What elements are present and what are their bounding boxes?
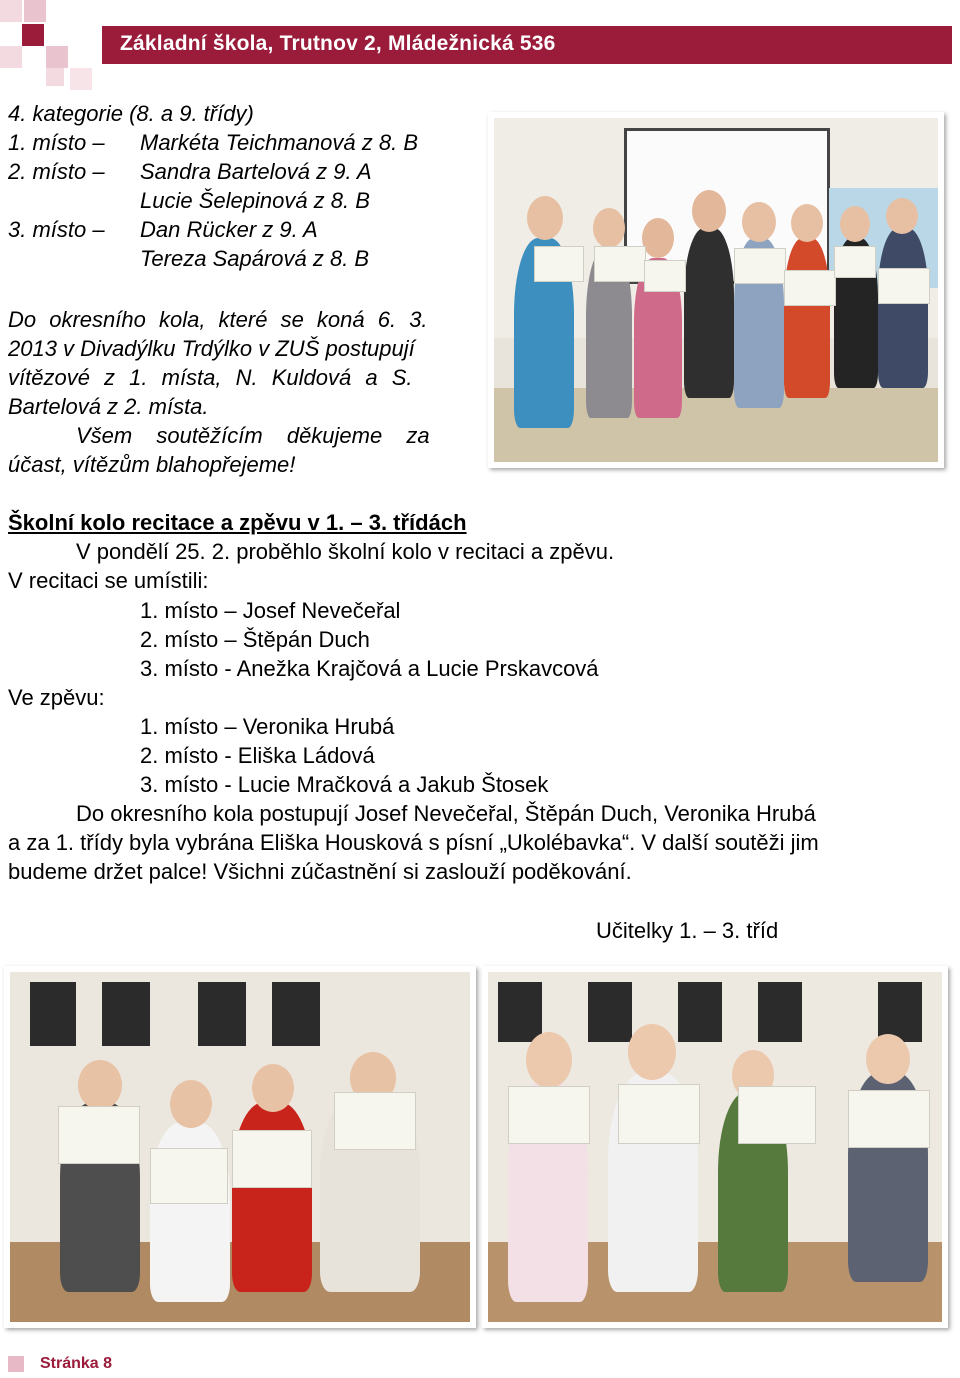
note-line-1: Do okresního kola, které se koná 6. 3. <box>8 307 428 332</box>
place-3-name-a: Dan Rücker z 9. A <box>140 217 318 242</box>
photo-singing-winners <box>482 966 948 1328</box>
place-2-label: 2. místo – <box>8 159 105 184</box>
category-title: 4. kategorie (8. a 9. třídy) <box>8 101 254 126</box>
note-line-4: Bartelová z 2. místa. <box>8 394 209 419</box>
recitation-intro: V pondělí 25. 2. proběhlo školní kolo v recitaci a zpěvu. <box>76 539 615 564</box>
closing-line-1: Do okresního kola postupují Josef Nevečeřal, Štěpán Duch, Veronika Hrubá <box>76 801 816 826</box>
footer-square <box>8 1356 24 1372</box>
recitace-3: 3. místo - Anežka Krajčová a Lucie Prskavcová <box>140 656 599 681</box>
place-1-name: Markéta Teichmanová z 8. B <box>140 130 418 155</box>
thanks-line-1: Všem soutěžícím děkujeme za <box>76 423 430 448</box>
thanks-line-2: účast, vítězům blahopřejeme! <box>8 452 296 477</box>
place-1-label: 1. místo – <box>8 130 105 155</box>
photo-winners-8-9 <box>488 112 944 468</box>
zpev-2: 2. místo - Eliška Ládová <box>140 743 375 768</box>
note-line-3: vítězové z 1. místa, N. Kuldová a S. <box>8 365 413 390</box>
recitace-1: 1. místo – Josef Nevečeřal <box>140 598 401 623</box>
zpev-1: 1. místo – Veronika Hrubá <box>140 714 395 739</box>
header-title: Základní škola, Trutnov 2, Mládežnická 536 <box>120 32 556 55</box>
signature: Učitelky 1. – 3. tříd <box>596 918 779 943</box>
place-3-name-b: Tereza Sapárová z 8. B <box>140 246 370 271</box>
recitace-2: 2. místo – Štěpán Duch <box>140 627 370 652</box>
page-number: Stránka 8 <box>40 1355 113 1372</box>
recitation-heading: Školní kolo recitace a zpěvu v 1. – 3. třídách <box>8 510 467 535</box>
zpev-label: Ve zpěvu: <box>8 685 105 710</box>
place-3-label: 3. místo – <box>8 217 105 242</box>
header-decoration <box>0 0 110 90</box>
note-line-2: 2013 v Divadýlku Trdýlko v ZUŠ postupují <box>8 336 415 361</box>
recitace-label: V recitaci se umístili: <box>8 568 209 593</box>
zpev-3: 3. místo - Lucie Mračková a Jakub Štosek <box>140 772 549 797</box>
place-2-name-a: Sandra Bartelová z 9. A <box>140 159 372 184</box>
photo-recitation-winners <box>4 966 476 1328</box>
closing-line-3: budeme držet palce! Všichni zúčastnění si zaslouží poděkování. <box>8 859 632 884</box>
header-bar <box>102 26 952 64</box>
place-2-name-b: Lucie Šelepinová z 8. B <box>140 188 370 213</box>
closing-line-2: a za 1. třídy byla vybrána Eliška Housková s písní „Ukolébavka“. V další soutěži jim <box>8 830 819 855</box>
